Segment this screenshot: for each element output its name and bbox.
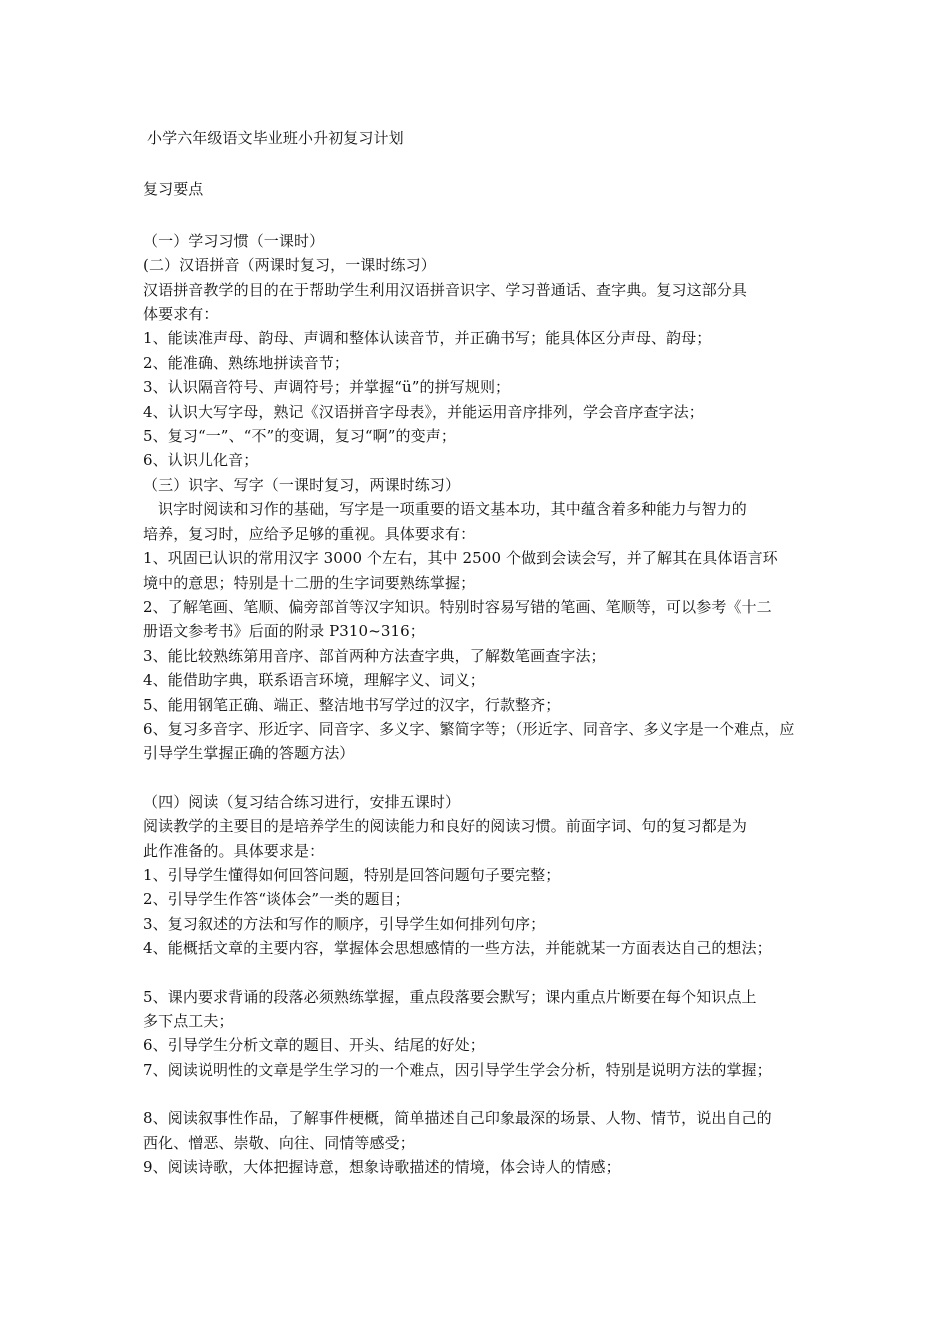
literacy-item-5: 5、能用钢笔正确、端正、整洁地书写学过的汉字，行款整齐； [143,695,561,714]
literacy-item-1-line-2: 境中的意思；特别是十二册的生字词要熟练掌握； [143,573,476,592]
reading-item-7: 7、阅读说明性的文章是学生学习的一个难点，因引导学生学会分析，特别是说明方法的掌握； [143,1060,772,1079]
reading-item-8-line-2: 西化、憎恶、崇敬、向往、同情等感受； [143,1133,415,1152]
pinyin-item-4: 4、认识大写字母，熟记《汉语拼音字母表》，并能运用音序排列，学会音序查字法； [143,402,704,421]
literacy-intro-line-1: 识字时阅读和习作的基础，写字是一项重要的语文基本功，其中蕴含着多种能力与智力的 [158,500,747,519]
literacy-item-3: 3、能比较熟练第用音序、部首两种方法查字典，了解数笔画查字法； [143,646,606,665]
pinyin-intro-line-1: 汉语拼音教学的目的在于帮助学生利用汉语拼音识字、学习普通话、查字典。复习这部分具 [143,280,748,299]
heading-reading: （四）阅读（复习结合练习进行，安排五课时） [143,792,461,811]
document-body [143,126,815,1179]
reading-item-5-line-2: 多下点工夫； [143,1012,234,1030]
reading-item-5-line-1: 5、课内要求背诵的段落必须熟练掌握，重点段落要会默写；课内重点片断要在每个知识点上 [143,987,757,1006]
reading-item-3: 3、复习叙述的方法和写作的顺序，引导学生如何排列句序； [143,914,546,933]
pinyin-item-5: 5、复习“一”、“不”的变调，复习“啊”的变声； [143,427,456,446]
reading-item-4: 4、能概括文章的主要内容，掌握体会思想感情的一些方法，并能就某一方面表达自己的想法； [143,939,772,958]
reading-item-6: 6、引导学生分析文章的题目、开头、结尾的好处； [143,1036,485,1055]
document-title: 小学六年级语文毕业班小升初复习计划 [147,129,404,147]
section-heading-review-points: 复习要点 [143,180,204,199]
pinyin-item-2: 2、能准确、熟练地拼读音节； [143,353,349,372]
reading-item-1: 1、引导学生懂得如何回答问题，特别是回答问题句子要完整； [143,865,561,884]
paragraph-gap [143,961,815,985]
paragraph-gap [143,766,815,790]
heading-pinyin: (二）汉语拼音（两课时复习，一课时练习） [143,256,436,275]
literacy-item-6-line-2: 引导学生掌握正确的答题方法） [143,744,355,763]
literacy-item-1-line-1: 1、巩固已认识的常用汉字 3000 个左右，其中 2500 个做到会读会写，并了解其在具体语言环 [143,549,778,568]
paragraph-gap [143,1082,815,1106]
literacy-item-2-line-1: 2、了解笔画、笔顺、偏旁部首等汉字知识。特别时容易写错的笔画、笔顺等，可以参考《十二 [143,597,772,616]
reading-item-8-line-1: 8、阅读叙事性作品，了解事件梗概，简单描述自己印象最深的场景、人物、情节，说出自己的 [143,1109,772,1128]
pinyin-item-3: 3、认识隔音符号、声调符号；并掌握“ü”的拼写规则； [143,378,511,397]
reading-item-2: 2、引导学生作答“谈体会”一类的题目； [143,890,410,909]
heading-study-habits: （一）学习习惯（一课时） [143,231,325,250]
reading-item-9: 9、阅读诗歌，大体把握诗意，想象诗歌描述的情境，体会诗人的情感； [143,1158,621,1177]
reading-intro-line-1: 阅读教学的主要目的是培养学生的阅读能力和良好的阅读习惯。前面字词、句的复习都是为 [143,817,748,836]
literacy-item-6-line-1: 6、复习多音字、形近字、同音字、多义字、繁简字等；（形近字、同音字、多义字是一个难点，应 [143,719,795,738]
literacy-item-2-line-2: 册语文参考书》后面的附录 P310~316； [143,622,425,641]
literacy-intro-line-2: 培养，复习时，应给予足够的重视。具体要求有： [143,524,476,543]
reading-intro-line-2: 此作准备的。具体要求是： [143,841,325,860]
pinyin-item-1: 1、能读准声母、韵母、声调和整体认读音节，并正确书写；能具体区分声母、韵母； [143,329,712,348]
heading-literacy-writing: （三）识字、写字（一课时复习，两课时练习） [143,475,461,494]
pinyin-item-6: 6、认识儿化音； [143,451,259,470]
literacy-item-4: 4、能借助字典，联系语言环境，理解字义、词义； [143,671,485,690]
pinyin-intro-line-2: 体要求有： [143,305,219,324]
